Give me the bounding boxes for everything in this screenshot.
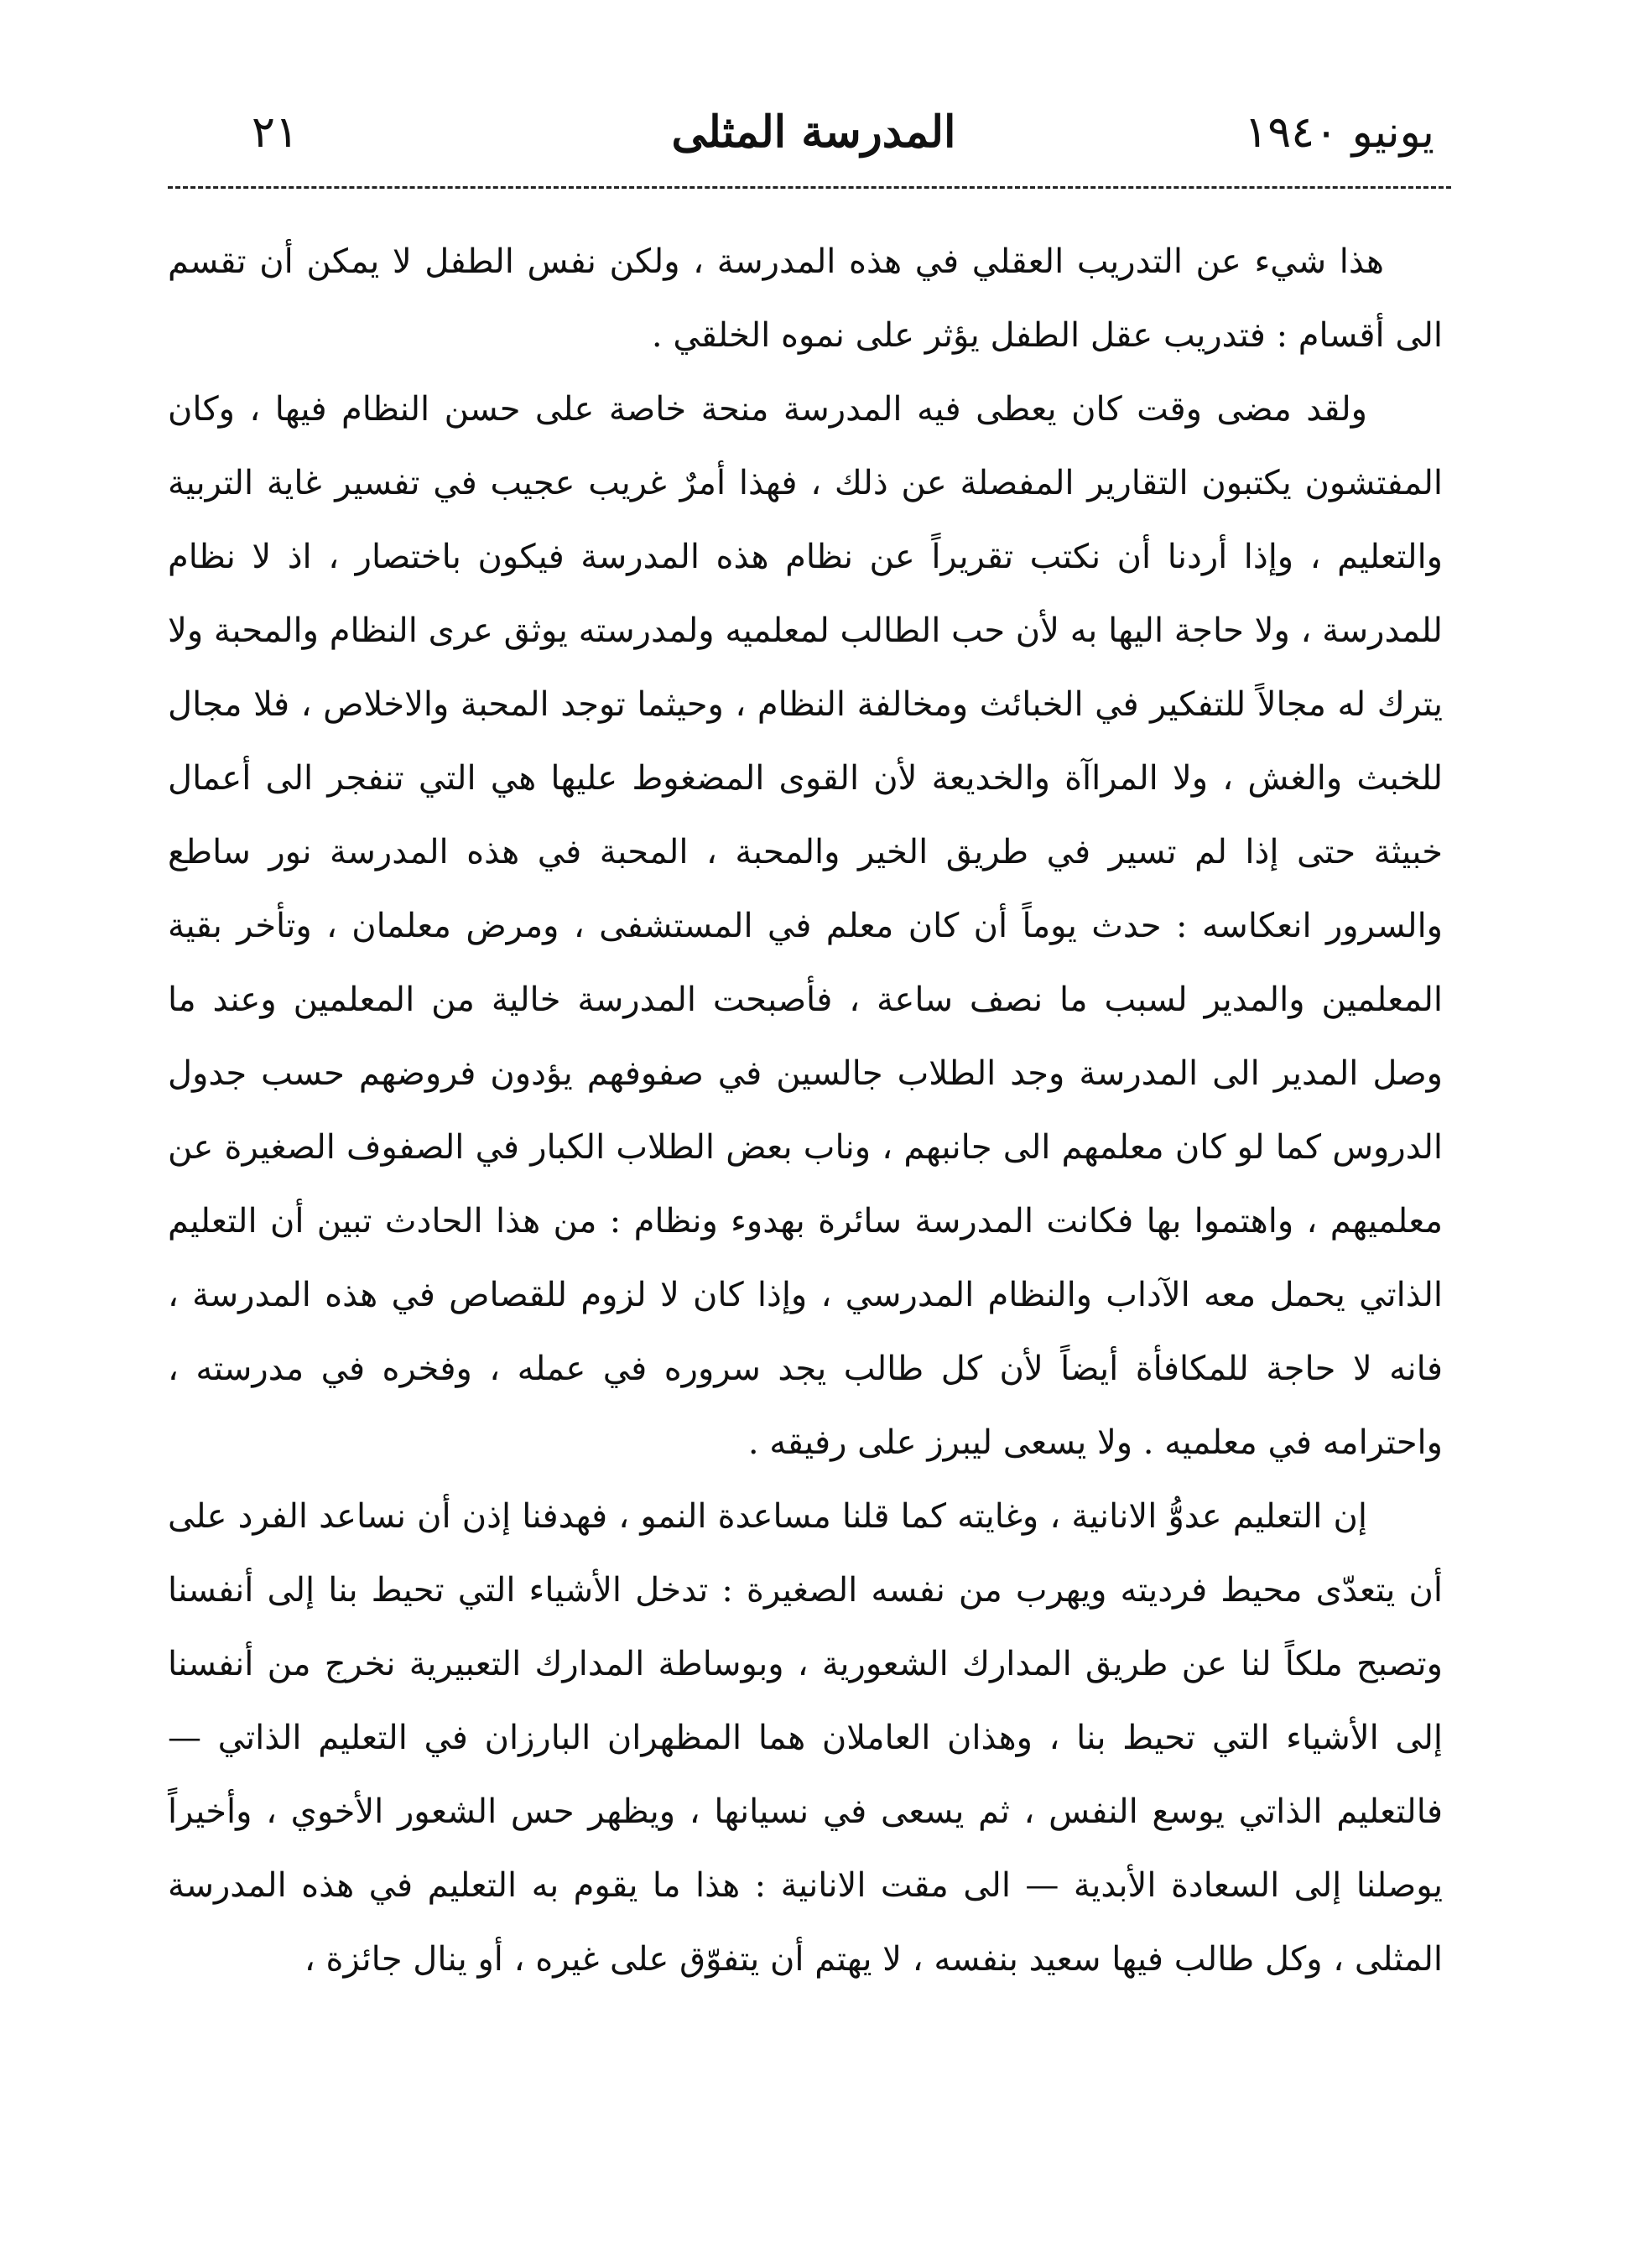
paragraph-3: إن التعليم عدوُّ الانانية ، وغايته كما قلنا مساعدة النمو ، فهدفنا إذن أن نساعد الفرد على أن يتعدّى محيط فرديته ويهرب من نفسه الصغيرة : تدخل الأشياء التي تحيط بنا إلى أنفسنا وتصبح ملكاً لنا عن طريق المدارك الشعورية ، وبوساطة المدارك التعبيرية نخرج من أنفسنا إلى الأشياء التي تحيط بنا ، وهذان العاملان هما المظهران البارزان في التعليم الذاتي — فالتعليم الذاتي يوسع النفس ، ثم يسعى في نسيانها ، ويظهر حس الشعور الأخوي ، وأخيراً يوصلنا إلى السعادة الأبدية — الى مقت الانانية : هذا ما يقوم به التعليم في هذه المدرسة المثلى ، وكل طالب فيها سعيد بنفسه ، لا يهتم أن يتفوّق على غيره ، أو ينال جائزة ، [168, 1497, 1443, 1979]
header-divider [168, 186, 1451, 189]
page-number: ٢١ [252, 107, 299, 158]
running-title: المدرسة المثلى [671, 107, 956, 158]
page-header [193, 99, 1434, 166]
paragraph-2: ولقد مضى وقت كان يعطى فيه المدرسة منحة خاصة على حسن النظام فيها ، وكان المفتشون يكتبون التقارير المفصلة عن ذلك ، فهذا أمرٌ غريب عجيب في تفسير غاية التربية والتعليم ، وإذا أردنا أن نكتب تقريراً عن نظام هذه المدرسة فيكون باختصار ، اذ لا نظام للمدرسة ، ولا حاجة اليها به لأن حب الطالب لمعلميه ولمدرسته يوثق عرى النظام والمحبة ولا يترك له مجالاً للتفكير في الخبائث ومخالفة النظام ، وحيثما توجد المحبة والاخلاص ، فلا مجال للخبث والغش ، ولا المراآة والخديعة لأن القوى المضغوط عليها هي التي تنفجر الى أعمال خبيثة حتى إذا لم تسير في طريق الخير والمحبة ، المحبة في هذه المدرسة نور ساطع والسرور انعكاسه : حدث يوماً أن كان معلم في المستشفى ، ومرض معلمان ، وتأخر بقية المعلمين والمدير لسبب ما نصف ساعة ، فأصبحت المدرسة خالية من المعلمين وعند ما وصل المدير الى المدرسة وجد الطلاب جالسين في صفوفهم يؤدون فروضهم حسب جدول الدروس كما لو كان معلمهم الى جانبهم ، وناب بعض الطلاب الكبار في الصفوف الصغيرة عن معلميهم ، واهتموا بها فكانت المدرسة سائرة بهدوء ونظام : من هذا الحادث تبين أن التعليم الذاتي يحمل معه الآداب والنظام المدرسي ، وإذا كان لا لزوم للقصاص في هذه المدرسة ، فانه لا حاجة للمكافأة أيضاً لأن كل طالب يجد سروره في عمله ، وفخره في مدرسته ، واحترامه في معلميه . ولا يسعى ليبرز على رفيقه . [168, 390, 1444, 1462]
paragraph-1: هذا شيء عن التدريب العقلي في هذه المدرسة ، ولكن نفس الطفل لا يمكن أن تقسم الى أقسام : فتدريب عقل الطفل يؤثر على نموه الخلقي . [168, 242, 1443, 355]
header-date: يونيو ١٩٤٠ [1244, 107, 1434, 158]
body-text [168, 225, 1443, 1996]
